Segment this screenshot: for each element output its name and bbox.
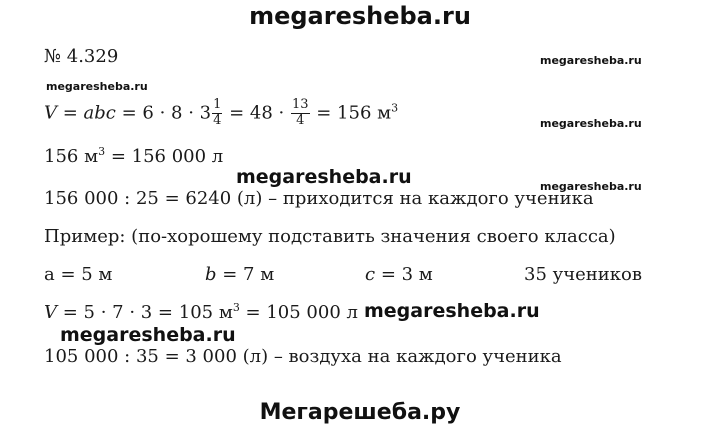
formula-eq: =: [57, 102, 84, 124]
example-volume-post: = 105 000 л: [239, 302, 358, 323]
per-student-line: 156 000 : 25 = 6240 (л) – приходится на каждого ученика: [44, 188, 594, 209]
watermark-small-3: megaresheba.ru: [540, 117, 642, 130]
value-students: 35 учеников: [524, 264, 642, 285]
var-v: V: [44, 102, 57, 124]
watermark-middle-2: megaresheba.ru: [364, 300, 540, 322]
watermark-middle-3: megaresheba.ru: [60, 324, 236, 346]
value-a: a = 5 м: [44, 264, 113, 285]
frac1-denominator: 4: [213, 112, 222, 128]
value-b: [205, 264, 274, 285]
example-volume-line: [44, 302, 358, 322]
example-volume-pre: = 5 · 7 · 3 = 105 м: [57, 302, 233, 323]
fraction-thirteen-quarters: [291, 98, 310, 129]
var-abc: abc: [83, 102, 116, 124]
watermark-title: megaresheba.ru: [249, 2, 471, 30]
frac2-denominator: 4: [296, 112, 305, 128]
watermark-small-2: megaresheba.ru: [46, 80, 148, 93]
conversion-sup: 3: [98, 145, 106, 158]
formula-result: = 156 м: [310, 102, 392, 124]
footer-watermark: Мегарешеба.ру: [259, 400, 461, 425]
conversion-post: = 156 000 л: [105, 146, 224, 167]
volume-formula-line: [44, 98, 398, 129]
var-b: b: [205, 264, 217, 285]
watermark-middle-1: megaresheba.ru: [236, 166, 412, 188]
var-c: c: [365, 264, 376, 285]
formula-mid: = 6 · 8 · 3: [115, 102, 212, 124]
frac1-numerator: 1: [213, 97, 222, 112]
fraction-one-quarter: [212, 98, 222, 129]
var-v-2: V: [44, 302, 57, 323]
value-b-rest: = 7 м: [216, 264, 275, 285]
example-line: Пример: (по-хорошему подставить значения своего класса): [44, 226, 616, 247]
watermark-small-4: megaresheba.ru: [540, 180, 642, 193]
conversion-pre: 156 м: [44, 146, 99, 167]
problem-number: № 4.329: [44, 46, 119, 67]
example-volume-sup: 3: [232, 301, 240, 314]
formula-mid2: = 48 ·: [223, 102, 290, 124]
value-c: [365, 264, 433, 285]
air-per-student-line: 105 000 : 35 = 3 000 (л) – воздуха на каждого ученика: [44, 346, 562, 367]
watermark-small-1: megaresheba.ru: [540, 54, 642, 67]
conversion-line: [44, 146, 223, 166]
frac2-numerator: 13: [291, 97, 309, 112]
value-c-rest: = 3 м: [375, 264, 433, 285]
formula-sup: 3: [391, 101, 399, 115]
